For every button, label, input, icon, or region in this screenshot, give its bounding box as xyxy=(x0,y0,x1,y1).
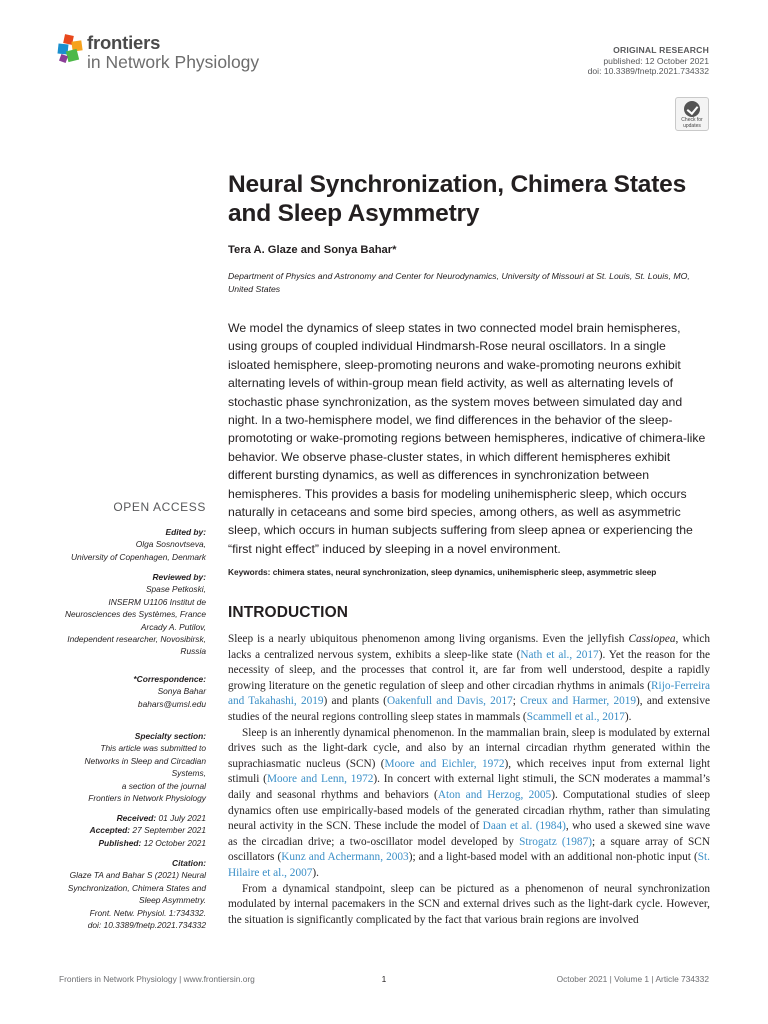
paragraph: Sleep is an inherently dynamical phenomenon. In the mammalian brain, sleep is modulated by external drives such as the light-dark cycle, and also by an internal circadian rhythm generated within the suprachiasmatic nucleus (SCN) (Moore and Eichler, 1972), which receives input from external light stimuli (Moore and Lenn, 1972). In concert with external light stimuli, the SCN moderates a mammal’s daily and seasonal rhythms and behaviors (Aton and Herzog, 2005). Computational studies of sleep dynamics often use empirically-based models of the generated circadian rhythm, rather than simulating neural activity in the SCN. These include the model of Daan et al. (1984), who used a skewed sine wave as the circadian drive; a two-oscillator model developed by Strogatz (1987); a square array of SCN oscillators (Kunz and Achermann, 2003); and a light-based model with an additional non-photic input (St. Hilaire et al., 2007). xyxy=(228,726,711,879)
citation-link[interactable]: Rijo-Ferreira and Takahashi, 2019 xyxy=(228,679,710,708)
citation-link[interactable]: St. Hilaire et al., 2007 xyxy=(228,851,710,879)
check-for-updates-button[interactable] xyxy=(675,97,709,131)
edited-by-label: Edited by: xyxy=(165,527,206,537)
editor-line: Olga Sosnovtseva, xyxy=(135,539,206,550)
citation-link[interactable]: Aton and Herzog, 2005 xyxy=(437,788,552,801)
citation-link[interactable]: Scammell et al., 2017 xyxy=(526,710,625,723)
keywords: Keywords: chimera states, neural synchronization, sleep dynamics, unihemispheric sleep, asymmetric sleep xyxy=(228,567,657,577)
citation-line: Glaze TA and Bahar S (2021) Neural xyxy=(69,870,206,881)
article-meta xyxy=(588,45,709,77)
specialty-line: a section of the journal xyxy=(121,780,206,791)
correspondent-email[interactable]: bahars@umsl.edu xyxy=(137,698,206,709)
dates xyxy=(36,812,206,849)
citation-link[interactable]: Moore and Lenn, 1972 xyxy=(266,773,374,786)
accepted-date: 27 September 2021 xyxy=(132,825,206,836)
accepted-label: Accepted: xyxy=(89,825,131,836)
specialty-label: Specialty section: xyxy=(134,731,206,741)
citation-link[interactable]: Kunz and Achermann, 2003 xyxy=(281,851,409,864)
citation xyxy=(36,857,206,931)
specialty-line: This article was submitted to xyxy=(100,743,206,754)
correspondence-label: *Correspondence: xyxy=(133,674,206,684)
reviewed-by xyxy=(36,571,206,658)
citation-link[interactable]: Moore and Eichler, 1972 xyxy=(384,757,505,770)
citation-line: Synchronization, Chimera States and xyxy=(67,882,206,893)
reviewer-line: Spase Petkoski, xyxy=(145,584,206,595)
specialty-line: Networks in Sleep and Circadian xyxy=(84,755,206,766)
citation-label: Citation: xyxy=(172,858,206,868)
edited-by xyxy=(36,526,206,563)
published-date-side: 12 October 2021 xyxy=(143,837,206,848)
reviewer-line: INSERM U1106 Institut de xyxy=(108,596,206,607)
published-date: published: 12 October 2021 xyxy=(603,55,709,66)
correspondent-name: Sonya Bahar xyxy=(157,686,206,697)
specialty-line: Systems, xyxy=(171,768,206,779)
authors: Tera A. Glaze and Sonya Bahar* xyxy=(228,244,397,256)
abstract: We model the dynamics of sleep states in two connected model brain hemispheres, using groups of coupled individual Hindmarsh-Rose neural oscillators. In a single isloated hemisphere, sleep-promoting neurons and wake-promoting neurons exhibit alternating levels of within-group mean field activity, as well as alternating levels of stochastic phase synchronization, as the system moves between simulated day and night. In a two-hemisphere model, we find differences in the behavior of the sleep-promototing or wake-promoting regions between hemispheres, indicative of chimera-like behavior. We observe phase-cluster states, in which different hemispheres exhibit different bursting dynamics, as well as differences in synchronization between hemispheres. This provides a basis for modeling unihemispheric sleep, which occurs naturally in cetaceans and some bird species, among others, as well as asymmetric sleep, which occurs in human subjects suffering from sleep apnea or experiencing the “first night effect” induced by sleeping in a novel environment. xyxy=(228,321,706,556)
journal-logo xyxy=(58,33,259,72)
frontiers-logo-icon xyxy=(58,35,84,63)
paragraph: From a dynamical standpoint, sleep can be pictured as a phenomenon of neural synchronization modulated by internal pacemakers in the SCN and external drives such as the light-dark cycle. However, the situation is significantly complicated by the fact that various brain regions are involved xyxy=(228,882,710,926)
reviewer-line: Russia xyxy=(180,646,206,657)
specialty-line: Frontiers in Network Physiology xyxy=(88,793,206,804)
check-updates-icon xyxy=(684,101,700,117)
citation-line: Front. Netw. Physiol. 1:734332. xyxy=(89,907,206,918)
editor-line: University of Copenhagen, Denmark xyxy=(71,551,206,562)
article-title: Neural Synchronization, Chimera States and Sleep Asymmetry xyxy=(228,171,687,227)
journal-name: in Network Physiology xyxy=(87,52,260,72)
article-type: ORIGINAL RESEARCH xyxy=(613,45,709,55)
check-updates-label: Check for updates xyxy=(681,117,703,129)
open-access-label: OPEN ACCESS xyxy=(113,500,206,514)
introduction-body xyxy=(228,632,710,928)
published-label: Published: xyxy=(98,837,142,848)
paragraph: Sleep is a nearly ubiquitous phenomenon among living organisms. Even the jellyfish Cassiopea, which lacks a centralized nervous system, exhibits a sleep-like state (Nath et al., 2017). Yet the reason for the necessity of sleep, and the processes that control it, are far from well understood, despite a rapidly growing literature on the genetic regulation of sleep and other circadian rhythms in animals (Rijo-Ferreira and Takahashi, 2019) and plants (Oakenfull and Davis, 2017; Creux and Harmer, 2019), and extensive studies of the neural regions controlling sleep states in mammals (Scammell et al., 2017). xyxy=(228,633,710,723)
footer-issue: October 2021 | Volume 1 | Article 734332 xyxy=(556,974,709,984)
doi[interactable]: doi: 10.3389/fnetp.2021.734332 xyxy=(587,66,709,76)
reviewer-line: Arcady A. Putilov, xyxy=(140,621,206,632)
introduction-heading: INTRODUCTION xyxy=(228,604,349,621)
page-number: 1 xyxy=(381,974,387,984)
specialty-section xyxy=(36,730,206,804)
reviewer-line: Neurosciences des Systèmes, France xyxy=(64,609,206,620)
citation-link[interactable]: Creux and Harmer, 2019 xyxy=(520,695,637,708)
citation-line: Sleep Asymmetry. xyxy=(138,895,206,906)
footer-journal[interactable]: Frontiers in Network Physiology | www.frontiersin.org xyxy=(59,974,255,984)
reviewed-by-label: Reviewed by: xyxy=(152,572,206,582)
correspondence xyxy=(36,673,206,710)
reviewer-line: Independent researcher, Novosibirsk, xyxy=(67,634,206,645)
affiliation: Department of Physics and Astronomy and Center for Neurodynamics, University of Missouri at St. Louis, St. Louis, MO, United States xyxy=(228,271,690,294)
citation-link[interactable]: Oakenfull and Davis, 2017 xyxy=(386,695,513,708)
received-label: Received: xyxy=(116,813,157,823)
citation-line: doi: 10.3389/fnetp.2021.734332 xyxy=(87,920,206,931)
citation-link[interactable]: Daan et al. (1984) xyxy=(482,820,566,833)
citation-link[interactable]: Nath et al., 2017 xyxy=(520,648,599,661)
citation-link[interactable]: Strogatz (1987) xyxy=(519,835,592,848)
brand-name: frontiers xyxy=(87,32,161,53)
received-date: 01 July 2021 xyxy=(158,813,206,823)
